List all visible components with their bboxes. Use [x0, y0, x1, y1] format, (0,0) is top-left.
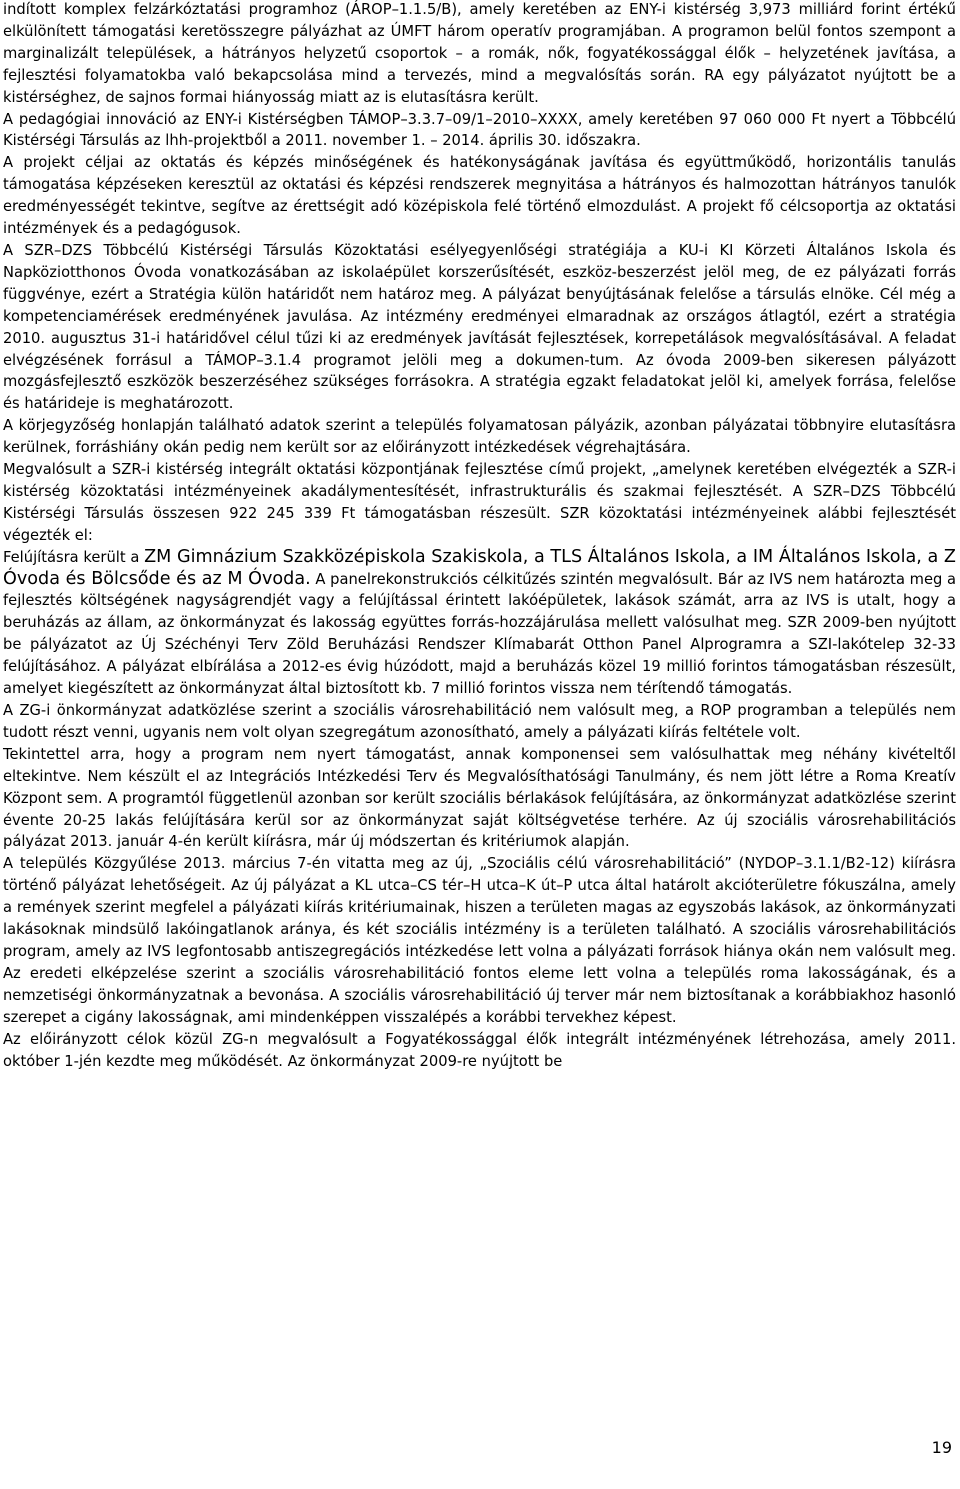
paragraph-7-lead: Felújításra került a: [3, 548, 145, 566]
paragraph-7: [3, 547, 956, 700]
institution-list: ZM Gimnázium Szakközépiskola Szakiskola, a TLS Általános Iskola, a IM Általános Iskola, a Z Óvoda és Bölcsőde és az M Óvoda.: [3, 546, 956, 589]
paragraph-9: Tekintettel arra, hogy a program nem nyert támogatást, annak komponensei sem valósulhattak meg néhány kivételtől eltekintve. Nem készült el az Integrációs Intézkedési Terv és Megvalósíthatósági Tanulmány, és nem jött létre a Roma Kreatív Központ sem. A programtól függetlenül azonban sor került szociális bérlakások felújítására, az önkormányzat adatközlése szerint évente 20-25 lakás felújítására kerül sor az önkormányzat saját költségvetése terhére. Az új szociális városrehabilitációs pályázat 2013. január 4-én került kiírásra, már új módszertan és kritériumok alapján.: [3, 745, 956, 851]
document-page: [3, 0, 956, 1072]
page-number: 19: [931, 1438, 952, 1457]
paragraph-8: A ZG-i önkormányzat adatközlése szerint a szociális városrehabilitáció nem valósult meg, a ROP programban a település nem tudott részt venni, ugyanis nem volt olyan szegregátum azonosítható, amely a pályázati kiírás feltétele volt.: [3, 702, 956, 741]
paragraph-4: A SZR–DZS Többcélú Kistérségi Társulás Közoktatási esélyegyenlőségi stratégiája a KU-i KI Körzeti Általános Iskola és Napköziotthonos Óvoda vonatkozásában az iskolaépület korszerűsítését, eszköz-beszerzést jelöl meg, de ez pályázati forrás függvénye, ezért a Stratégia külön határidőt nem határoz meg. A pályázat benyújtásának felelőse a társulás elnöke. Cél még a kompetenciamérések eredményének javulása. Az intézmény eredményei elmaradnak az országos átlagtól, ezért a stratégia 2010. augusztus 31-i határidővel célul tűzi ki az eredmények javítását fejlesztések, korrepetálások megvalósításával. A feladat elvégzésének forrásul a TÁMOP–3.1.4 programot jelöli meg a dokumen-tum. Az óvoda 2009-ben sikeresen pályázott mozgásfejlesztő eszközök beszerzéséhez szükséges forrásokra. A stratégia egzakt feladatokat jelöl ki, amelyek forrása, felelőse és határideje is meghatározott.: [3, 241, 956, 413]
paragraph-1: indított komplex felzárkóztatási programhoz (ÁROP–1.1.5/B), amely keretében az ENY-i kistérség 3,973 milliárd forint értékű elkülönített támogatási keretösszegre pályázhat az ÚMFT három operatív programjában. A programon belül fontos szempont a marginalizált települések, a hátrányos helyzetű csoportok – a romák, nők, fogyatékossággal élők – helyzetének javítása, a fejlesztési folyamatokba való bekapcsolása mind a tervezés, mind a megvalósítás során. RA egy pályázatot nyújtott be a kistérséghez, de sajnos formai hiányosság miatt az is elutasításra került.: [3, 1, 956, 106]
paragraph-2: A pedagógiai innováció az ENY-i Kistérségben TÁMOP–3.3.7–09/1–2010–XXXX, amely keretében 97 060 000 Ft nyert a Többcélú Kistérségi Társulás az lhh-projektből a 2011. november 1. – 2014. április 30. időszakra.: [3, 110, 956, 150]
paragraph-7-rest: A panelrekonstrukciós célkitűzés szintén megvalósult. Bár az IVS nem határozta meg a fejlesztés költségének nagyságrendjét vagy a felújítással érintett lakóépületek, lakások számát, arra az IVS is utalt, hogy a beruházás az állam, az önkormányzat és lakosság együttes forrás-hozzájárulása mellett valósulhat meg. SZR 2009-ben nyújtott be pályázatot az Új Széchényi Terv Zöld Beruházási Rendszer Klímabarát Otthon Panel Alprogramra a SZI-lakótelep 32-33 felújításához. A pályázat elbírálása a 2012-es évig húzódott, majd a beruházás közel 19 millió forintos támogatásban részesült, amelyet kiegészített az önkormányzat által biztosított kb. 7 millió forintos vissza nem térítendő támogatás.: [3, 570, 956, 698]
paragraph-11: Az előirányzott célok közül ZG-n megvalósult a Fogyatékossággal élők integrált intézményének létrehozása, amely 2011. október 1-jén kezdte meg működését. Az önkormányzat 2009-re nyújtott be: [3, 1030, 956, 1070]
paragraph-10: A település Közgyűlése 2013. március 7-én vitatta meg az új, „Szociális célú városrehabilitáció” (NYDOP–3.1.1/B2-12) kiírásra történő pályázat lehetőségeit. Az új pályázat a KL utca–CS tér–H utca–K út–P utca által határolt akcióterületre fókuszálna, amely a remények szerint megfelel a pályázati kiírás kritériumainak, hiszen a területen magas az egyszobás lakások, az önkormányzati lakásoknak mindsülő lakóingatlanok aránya, és két szociális intézmény is a területen található. A szociális városrehabilitációs program, amely az IVS legfontosabb antiszegregációs intézkedése lett volna a pályázati források hiánya okán nem valósult meg. Az eredeti elképzelése szerint a szociális városrehabilitáció fontos eleme lett volna a település roma lakosságának, és a nemzetiségi önkormányzatnak a bevonása. A szociális városrehabilitáció új terver már nem biztosítanak a korábbiakhoz hasonló szerepet a cigány lakosságnak, ami mindenképpen visszalépés a korábbi tervekhez képest.: [3, 855, 956, 1026]
paragraph-5: A körjegyzőség honlapján található adatok szerint a település folyamatosan pályázik, azonban pályázatai többnyire elutasításra kerülnek, forráshiány okán pedig nem került sor az előirányzott intézkedések végrehajtására.: [3, 417, 956, 457]
paragraph-3: A projekt céljai az oktatás és képzés minőségének és hatékonyságának javítása és együttműködő, horizontális tanulás támogatása képzéseken keresztül az oktatási és képzési rendszerek megnyitása a hátrányos és halmozottan hátrányos tanulók eredményességét tekintve, segítve az érettségit adó középiskola felé történő elmozdulást. A projekt fő célcsoportja az oktatási intézmények és a pedagógusok.: [3, 154, 956, 238]
paragraph-6: Megvalósult a SZR-i kistérség integrált oktatási központjának fejlesztése című projekt, „amelynek keretében elvégezték a SZR-i kistérség közoktatási intézményeinek akadálymentesítését, infrastrukturális és szakmai fejlesztését. A SZR–DZS Többcélú Kistérségi Társulás összesen 922 245 339 Ft támogatásban részesült. SZR közoktatási intézményeinek alábbi fejlesztését végezték el:: [3, 461, 956, 544]
